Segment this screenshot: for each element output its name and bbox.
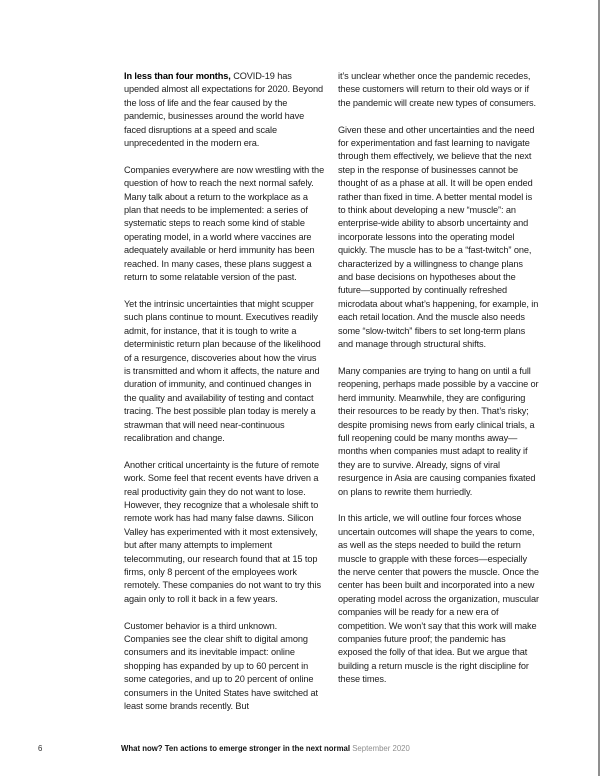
paragraph-lead-in: In less than four months, — [124, 71, 231, 81]
right-column — [338, 70, 539, 727]
page-footer — [0, 744, 600, 758]
paragraph: In this article, we will outline four forces whose uncertain outcomes will shape the years to come, as well as the steps needed to build the return muscle to grapple with these forces—especially the nerve center that powers the muscle. Once the center has been built and incorporated into a new operating model across the organization, muscular companies will be ready for a new era of competition. We won’t say that this work will make companies future proof; the pandemic has exposed the folly of that idea. But we argue that building a return muscle is the right discipline for these times. — [338, 513, 539, 685]
running-footer — [121, 744, 410, 754]
page-number: 6 — [38, 744, 43, 753]
paragraph: Many companies are trying to hang on until a full reopening, perhaps made possible by a vaccine or herd immunity. Meanwhile, they are configuring their resources to be ready by then. That’s risky; despite promising news from early clinical trials, a full reopening could be many months away—months when companies must adapt to reality if they are to survive. Already, signs of viral resurgence in Asia are causing companies fixated on plans to rewrite them hurriedly. — [338, 365, 539, 497]
footer-date: September 2020 — [350, 744, 410, 753]
paragraph — [124, 70, 325, 150]
paragraph: Given these and other uncertainties and the need for experimentation and fast learning to navigate through them effectively, we believe that the next step in the response of businesses cannot be thought of as a phase at all. It will be open ended rather than fixed in time. A better mental model is to think about developing a new “muscle”: an enterprise-wide ability to absorb uncertainty and incorporate lessons into the operating model quickly. The muscle has to be a “fast-twitch” one, characterized by a willingness to change plans and base decisions on hypotheses about the future—supported by continually refreshed microdata about what’s happening, for example, in each retail location. And the muscle also needs some “slow-twitch” fibers to set long-term plans and manage through structural shifts. — [338, 124, 539, 350]
paragraph: Yet the intrinsic uncertainties that might scupper such plans continue to mount. Executives readily admit, for instance, that it is tough to write a deterministic return plan because of the likelihood of a resurgence, discoveries about how the virus is transmitted and whom it affects, the nature and duration of immunity, and continued changes in the quality and availability of testing and contact tracing. The best possible plan today is merely a strawman that will need near-continuous recalibration and change. — [124, 298, 321, 443]
article-body — [124, 70, 539, 727]
paragraph: Another critical uncertainty is the future of remote work. Some feel that recent events have driven a real productivity gain they do not want to lose. However, they recognize that a wholesale shift to remote work has had many false dawns. Silicon Valley has experimented with it most extensively, but after many attempts to implement telecommuting, our research found that at 15 top firms, only 8 percent of the employees work remotely. These companies do not want to try this again only to roll it back in a few years. — [124, 459, 321, 604]
paragraph: it’s unclear whether once the pandemic recedes, these customers will return to their old ways or if the pandemic will create new types of consumers. — [338, 71, 536, 108]
paragraph: Customer behavior is a third unknown. Companies see the clear shift to digital among consumers and its inevitable impact: online shopping has expanded by up to 60 percent in some categories, and up to 20 percent of online consumers in the United States have switched at least some brands recently. But — [124, 620, 318, 712]
left-column — [124, 70, 325, 727]
paragraph-text: COVID-19 has upended almost all expectations for 2020. Beyond the loss of life and the fear caused by the pandemic, businesses around the world have faced disruptions at a speed and scale unprecedented in the modern era. — [124, 71, 323, 149]
paragraph: Companies everywhere are now wrestling with the question of how to reach the next normal safely. Many talk about a return to the workplace as a plan that needs to be implemented: a series of systematic steps to reach some kind of stable operating model, in a world where vaccines are adequately available or herd immunity has been reached. In many cases, these plans suggest a return to some relatable version of the past. — [124, 164, 325, 283]
footer-report-title: What now? Ten actions to emerge stronger in the next normal — [121, 744, 351, 753]
